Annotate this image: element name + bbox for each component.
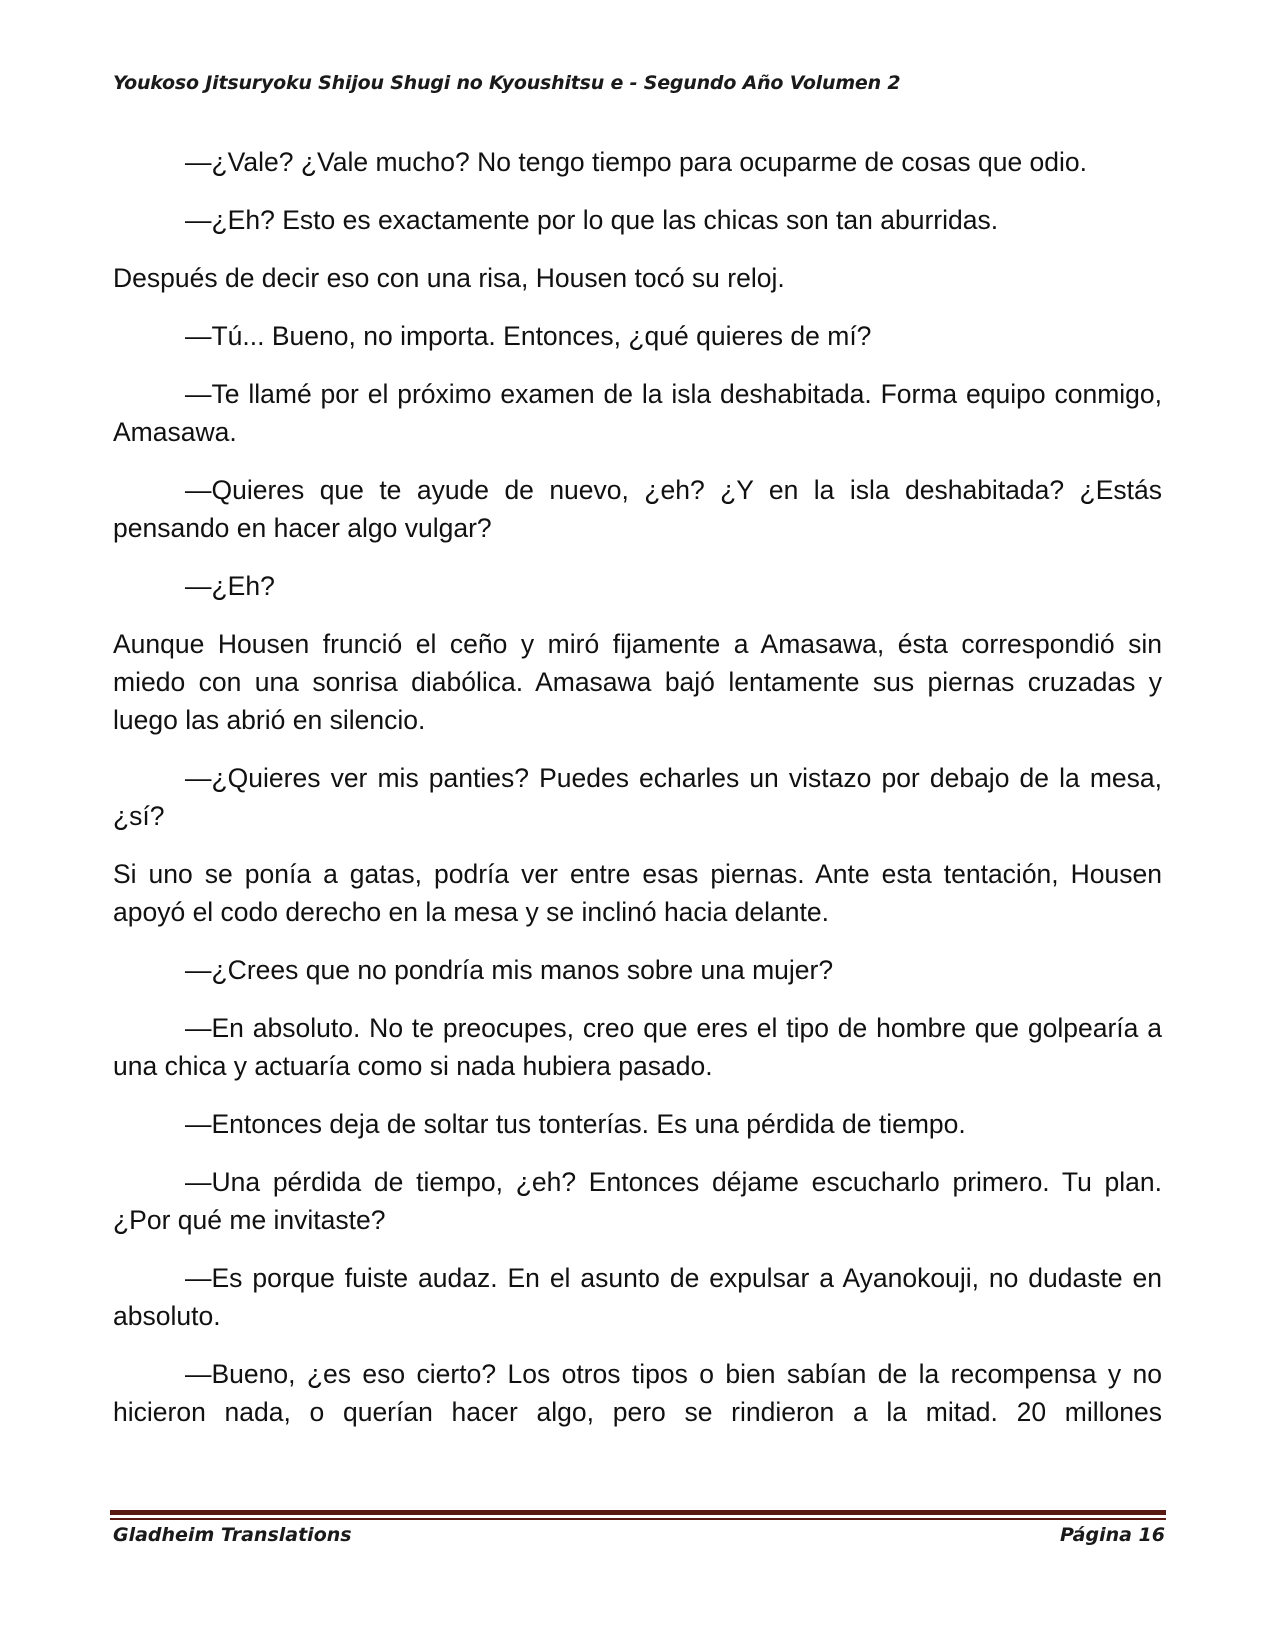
paragraph: —Quieres que te ayude de nuevo, ¿eh? ¿Y en la isla deshabitada? ¿Estás pensando en hacer algo vulgar? [113, 475, 1162, 543]
paragraph: —¿Vale? ¿Vale mucho? No tengo tiempo para ocuparme de cosas que odio. [185, 147, 1088, 177]
paragraph: —¿Eh? [185, 571, 275, 601]
paragraph: —En absoluto. No te preocupes, creo que eres el tipo de hombre que golpearía a una chica y actuaría como si nada hubiera pasado. [113, 1013, 1162, 1081]
paragraph: —Entonces deja de soltar tus tonterías. Es una pérdida de tiempo. [185, 1109, 966, 1139]
paragraph: Después de decir eso con una risa, Housen tocó su reloj. [113, 263, 785, 293]
paragraph: —Una pérdida de tiempo, ¿eh? Entonces déjame escucharlo primero. Tu plan. ¿Por qué me invitaste? [113, 1167, 1162, 1235]
paragraph: —Es porque fuiste audaz. En el asunto de expulsar a Ayanokouji, no dudaste en absoluto. [113, 1263, 1162, 1331]
body-text [113, 143, 1162, 1431]
paragraph: —Te llamé por el próximo examen de la isla deshabitada. Forma equipo conmigo, Amasawa. [113, 379, 1162, 447]
paragraph: —¿Quieres ver mis panties? Puedes echarles un vistazo por debajo de la mesa, ¿sí? [113, 763, 1162, 831]
page-header: Youkoso Jitsuryoku Shijou Shugi no Kyoushitsu e - Segundo Año Volumen 2 [113, 72, 901, 94]
paragraph: —¿Eh? Esto es exactamente por lo que las chicas son tan aburridas. [185, 205, 999, 235]
paragraph: —¿Crees que no pondría mis manos sobre una mujer? [185, 955, 834, 985]
paragraph: —Bueno, ¿es eso cierto? Los otros tipos o bien sabían de la recompensa y no hicieron nada, o querían hacer algo, pero se rindieron a la mitad. 20 millones [113, 1359, 1162, 1427]
paragraph: —Tú... Bueno, no importa. Entonces, ¿qué quieres de mí? [185, 321, 872, 351]
footer-divider-thick [110, 1510, 1166, 1515]
footer-translator: Gladheim Translations [113, 1524, 352, 1546]
footer-page-number: Página 16 [1059, 1524, 1165, 1546]
paragraph: Si uno se ponía a gatas, podría ver entre esas piernas. Ante esta tentación, Housen apoyó el codo derecho en la mesa y se inclinó hacia delante. [113, 859, 1162, 927]
footer-divider-thin [110, 1518, 1166, 1520]
paragraph: Aunque Housen frunció el ceño y miró fijamente a Amasawa, ésta correspondió sin miedo con una sonrisa diabólica. Amasawa bajó lentamente sus piernas cruzadas y luego las abrió en silencio. [113, 629, 1162, 735]
